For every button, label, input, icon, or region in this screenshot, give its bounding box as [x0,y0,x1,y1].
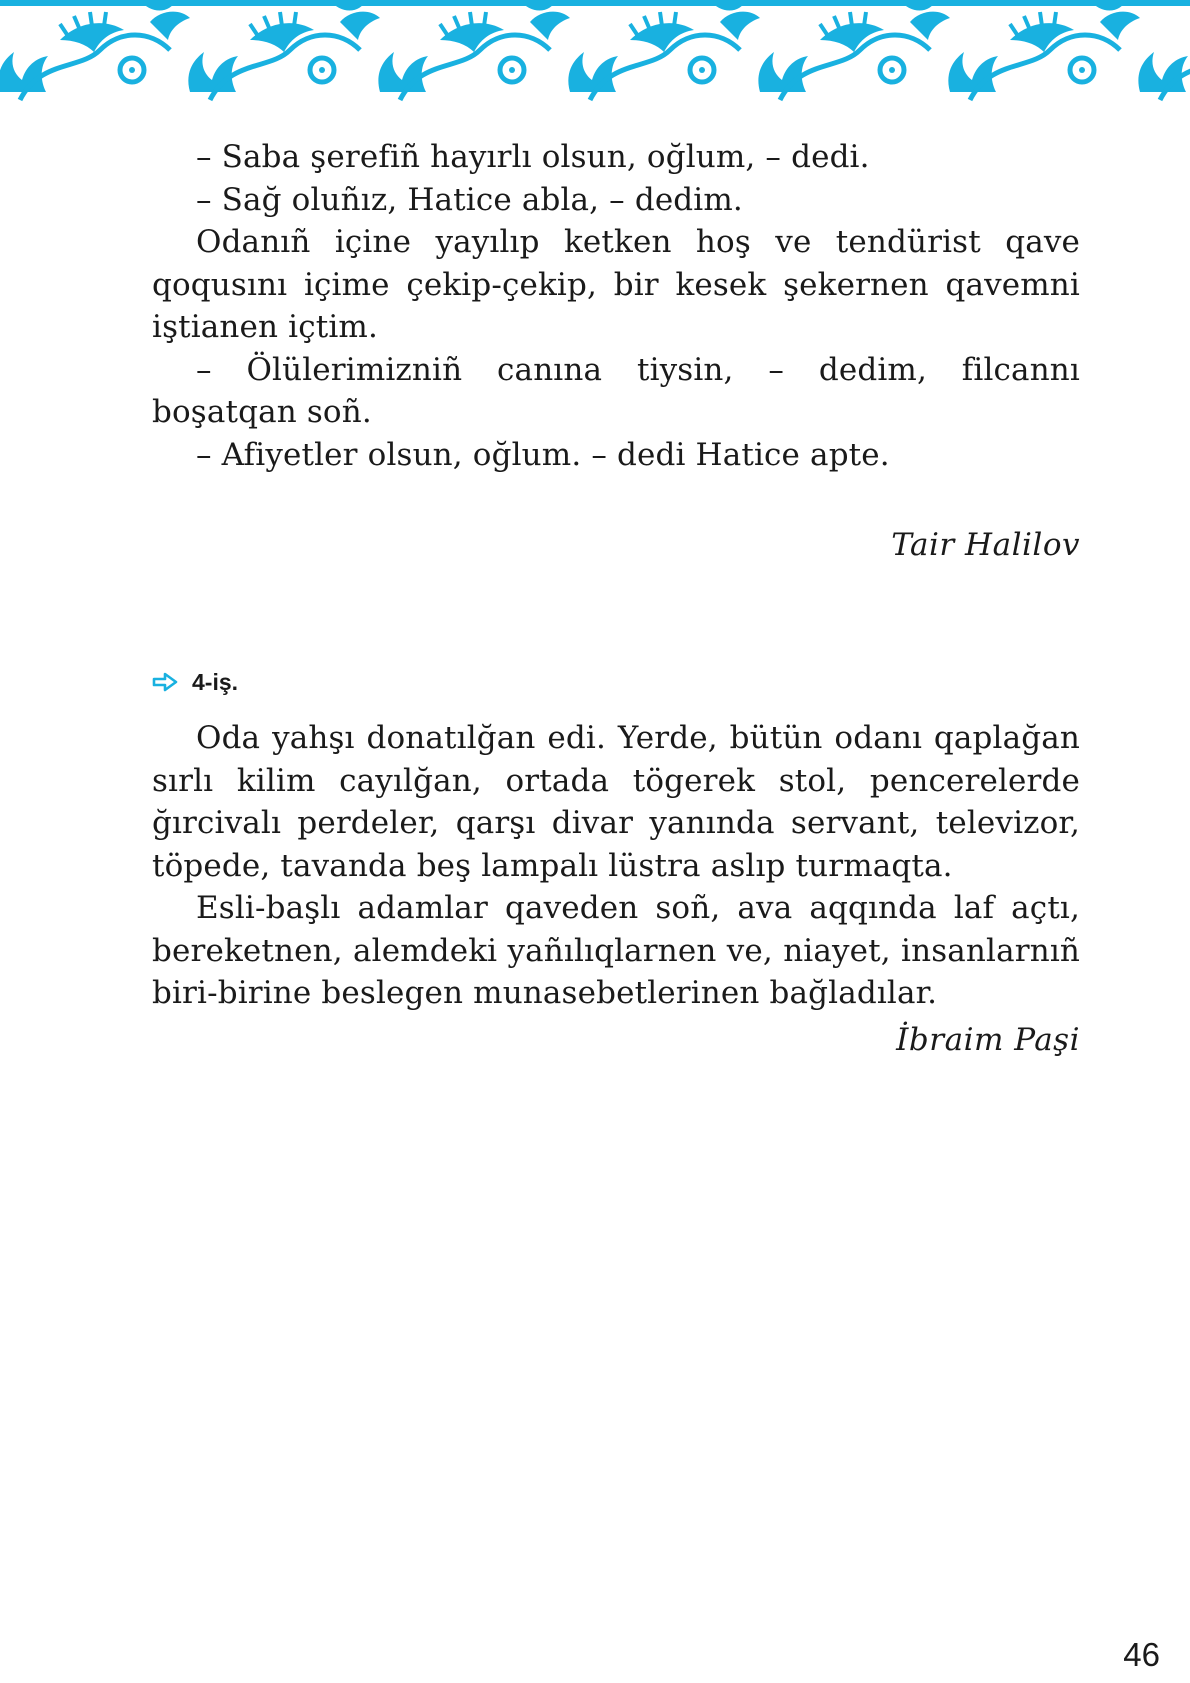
dialogue-line: – Afiyetler olsun, oğlum. – dedi Hatice apte. [196,436,890,473]
task-label: 4-iş. [192,668,239,695]
task-paragraph: Oda yahşı donatılğan edi. Yerde, bütün odanı qaplağan sırlı kilim cayılğan, ortada tögerek stol, pencerelerde ğırcivalı perdeler, qarşı divar yanında servant, televizor, töpede, tavanda beş lampalı lüstra aslıp turmaqta. [152,720,1080,884]
dialogue-line: – Saba şerefiñ hayırlı olsun, oğlum, – dedi. [196,139,870,175]
narration-paragraph: Odanıñ içine yayılıp ketken hoş ve tendürist qave qoqusını içime çekip-çekip, bir kesek şekernen qavemni iştianen içtim. [152,224,1080,345]
task-paragraph: Esli-başlı adamlar qaveden soñ, ava aqqında laf açtı, bereketnen, alemdeki yañılıqlarnen ve, niayet, insanlarnıñ biri-birine beslegen munasebetlerinen bağladılar. [152,890,1080,1011]
dialogue-line: – Ölülerimizniñ canına tiysin, – dedim, filcannı boşatqan soñ. [152,351,1080,430]
page-number: 46 [1123,1636,1160,1673]
task-heading [152,666,238,698]
task-text [152,717,1080,1015]
story-excerpt [152,136,1080,476]
author-attribution: Tair Halilov [891,527,1080,563]
floral-border-icon [0,0,1190,108]
dialogue-line: – Sağ oluñız, Hatice abla, – dedim. [196,181,743,218]
author-attribution: İbraim Paşi [896,1022,1080,1058]
arrow-right-icon [152,672,178,692]
